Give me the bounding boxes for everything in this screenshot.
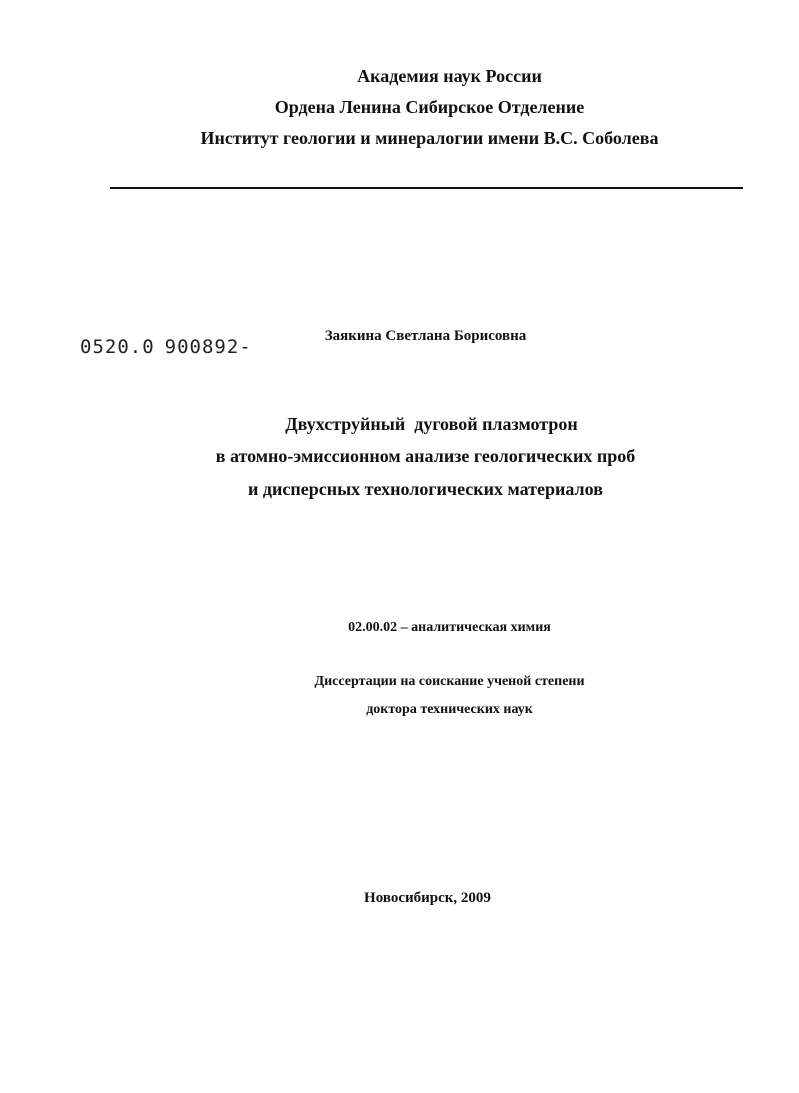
thesis-title-line-2: в атомно-эмиссионном анализе геологических проб (215, 446, 636, 466)
header-divider (110, 187, 743, 189)
institution-branch: Ордена Ленина Сибирское Отделение (274, 97, 585, 117)
stamp-code: 0520.0 (80, 336, 155, 358)
degree-line-2: доктора технических наук (366, 702, 533, 717)
place-and-year: Новосибирск, 2009 (364, 890, 491, 906)
institution-institute: Институт геологии и минералогии имени В.С. Соболева (200, 128, 659, 148)
thesis-title-line-3: и дисперсных технологических материалов (248, 479, 603, 499)
degree-line-1: Диссертации на соискание ученой степени (314, 674, 585, 689)
thesis-title-line-1: Двухструйный дуговой плазмотрон (285, 414, 578, 434)
stamp-serial: 900892- (164, 336, 252, 358)
institution-academy: Академия наук России (357, 66, 542, 86)
author-name: Заякина Светлана Борисовна (324, 328, 527, 344)
specialty-code: 02.00.02 – аналитическая химия (348, 620, 551, 635)
